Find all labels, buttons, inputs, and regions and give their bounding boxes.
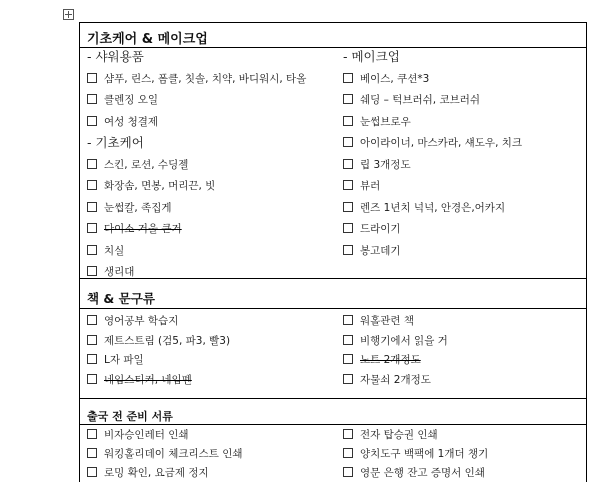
checklist-item[interactable]	[87, 314, 178, 328]
checklist-item[interactable]	[343, 179, 380, 193]
checklist-item-label: 눈썹브로우	[360, 115, 411, 128]
section-title: 기초케어 & 메이크업	[87, 32, 208, 47]
checkbox-icon[interactable]	[343, 374, 353, 384]
checkbox-icon[interactable]	[87, 266, 97, 276]
checklist-item-label: 워킹홀리데이 체크리스트 인쇄	[104, 448, 243, 460]
checkbox-icon[interactable]	[87, 245, 97, 255]
checkbox-icon[interactable]	[87, 73, 97, 83]
checklist-item-label: 전자 탑승권 인쇄	[360, 429, 438, 441]
checkbox-icon[interactable]	[343, 429, 353, 439]
checklist-item[interactable]	[87, 179, 215, 193]
checklist-item[interactable]	[343, 115, 411, 129]
checkbox-icon[interactable]	[343, 159, 353, 169]
checklist-item-label: 생리대	[104, 266, 135, 278]
checkbox-icon[interactable]	[343, 354, 353, 364]
checkbox-icon[interactable]	[343, 335, 353, 345]
checklist-item[interactable]	[87, 334, 230, 348]
checklist-item-label: 쉐딩 – 턱브러쉬, 코브러쉬	[360, 94, 481, 106]
divider	[80, 308, 586, 309]
checkbox-icon[interactable]	[343, 73, 353, 83]
section-books-stationery	[80, 279, 586, 398]
checkbox-icon[interactable]	[343, 467, 353, 477]
checklist-item[interactable]	[343, 373, 431, 387]
checklist-item-label: 클렌징 오일	[104, 94, 159, 106]
checklist-item-label: 눈썹칼, 족집게	[104, 201, 172, 214]
checklist-item-label: 노트 2개정도	[360, 354, 421, 366]
checklist-item-label: 아이라이너, 마스카라, 섀도우, 치크	[360, 137, 523, 149]
checklist-item[interactable]	[343, 222, 401, 236]
checkbox-icon[interactable]	[87, 180, 97, 190]
table-move-handle-icon[interactable]	[63, 9, 74, 20]
checklist-item-label: 치실	[104, 244, 125, 257]
checklist-item[interactable]	[343, 201, 505, 215]
checklist-item[interactable]	[343, 314, 414, 328]
checklist-item[interactable]	[343, 136, 522, 150]
checklist-item[interactable]	[343, 93, 480, 107]
checkbox-icon[interactable]	[343, 448, 353, 458]
checklist-item[interactable]	[343, 447, 488, 461]
checklist-item-label: 베이스, 쿠션*3	[360, 72, 430, 85]
checkbox-icon[interactable]	[343, 180, 353, 190]
checklist-item-label: 비행기에서 읽을 거	[360, 334, 448, 347]
checkbox-icon[interactable]	[87, 159, 97, 169]
checklist-item-label: 드라이기	[360, 223, 401, 235]
checkbox-icon[interactable]	[87, 116, 97, 126]
section-departure-documents	[80, 399, 586, 483]
checkbox-icon[interactable]	[87, 202, 97, 212]
checklist-item-label: 스킨, 로션, 수딩젤	[104, 158, 189, 171]
checklist-item-label: 영문 은행 잔고 증명서 인쇄	[360, 467, 485, 479]
checklist-item[interactable]	[87, 466, 209, 480]
section-title: 출국 전 준비 서류	[87, 410, 173, 423]
checklist-item-label: 봉고데기	[360, 244, 401, 257]
checklist-item[interactable]	[343, 466, 485, 480]
checkbox-icon[interactable]	[87, 315, 97, 325]
checkbox-icon[interactable]	[343, 137, 353, 147]
section-title: 책 & 문구류	[87, 291, 155, 306]
checkbox-icon[interactable]	[87, 448, 97, 458]
checklist-item-label: 여성 청결제	[104, 115, 159, 128]
checklist-item[interactable]	[343, 72, 429, 86]
divider	[80, 424, 586, 425]
checklist-item[interactable]	[87, 447, 243, 461]
section-skincare-makeup	[80, 23, 586, 278]
checklist-item-label: 제트스트림 (검5, 파3, 빨3)	[104, 334, 231, 347]
checkbox-icon[interactable]	[343, 245, 353, 255]
checklist-item[interactable]	[87, 93, 158, 107]
checklist-item[interactable]	[343, 428, 438, 442]
checklist-item[interactable]	[87, 158, 188, 172]
checklist-item[interactable]	[87, 244, 124, 258]
checkbox-icon[interactable]	[87, 223, 97, 233]
checklist-item-label: 립 3개정도	[360, 158, 411, 171]
checklist-item[interactable]	[87, 115, 158, 129]
checklist-item[interactable]	[87, 265, 134, 279]
checklist-item-label: 뷰러	[360, 180, 381, 192]
checkbox-icon[interactable]	[87, 335, 97, 345]
checkbox-icon[interactable]	[343, 315, 353, 325]
checklist-item-label: 양치도구 백팩에 1개더 챙기	[360, 448, 489, 460]
checkbox-icon[interactable]	[343, 202, 353, 212]
group-heading: - 메이크업	[343, 49, 400, 64]
checkbox-icon[interactable]	[87, 429, 97, 439]
checkbox-icon[interactable]	[87, 354, 97, 364]
checklist-item[interactable]	[87, 373, 192, 387]
checklist-item-label: 네임스티커, 네임펜	[104, 373, 192, 386]
checklist-item[interactable]	[87, 222, 182, 236]
checkbox-icon[interactable]	[87, 374, 97, 384]
checklist-item-label: 샴푸, 린스, 폼클, 칫솔, 치약, 바디워시, 타올	[104, 72, 307, 85]
checklist-item-label: 영어공부 학습지	[104, 315, 179, 327]
checklist-item-label: 로밍 확인, 요금제 정지	[104, 467, 209, 479]
group-heading: - 샤워용품	[87, 49, 144, 64]
checklist-item-label: L자 파일	[104, 354, 144, 366]
checkbox-icon[interactable]	[343, 223, 353, 233]
checklist-item-label: 워홀관련 책	[360, 315, 415, 327]
group-heading: - 기초케어	[87, 135, 144, 150]
checklist-item[interactable]	[343, 244, 401, 258]
checklist-item[interactable]	[87, 201, 172, 215]
checklist-item-label: 렌즈 1년치 넉넉, 안경은,어카지	[360, 201, 506, 214]
checklist-item[interactable]	[87, 353, 144, 367]
checklist-item-label: 비자승인레터 인쇄	[104, 429, 189, 441]
checkbox-icon[interactable]	[343, 94, 353, 104]
checkbox-icon[interactable]	[87, 467, 97, 477]
checkbox-icon[interactable]	[87, 94, 97, 104]
checklist-item[interactable]	[87, 428, 188, 442]
checklist-item-label: 다이소 거울 큰거	[104, 223, 182, 235]
checklist-item-label: 화장솜, 면봉, 머리끈, 빗	[104, 180, 216, 192]
checklist-item[interactable]	[87, 72, 306, 86]
checklist-item[interactable]	[343, 334, 448, 348]
checkbox-icon[interactable]	[343, 116, 353, 126]
checklist-item-label: 자물쇠 2개정도	[360, 373, 431, 386]
divider	[80, 47, 586, 48]
checklist-table	[79, 22, 587, 482]
checklist-item[interactable]	[343, 158, 411, 172]
checklist-item[interactable]	[343, 353, 421, 367]
